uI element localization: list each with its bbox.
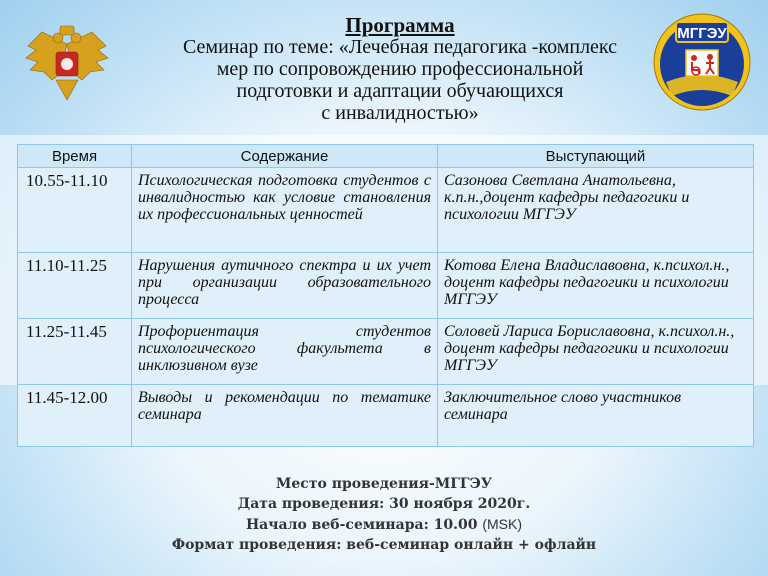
time-cell: 10.55-11.10 xyxy=(18,168,132,253)
table-row xyxy=(18,385,754,447)
program-heading xyxy=(150,14,650,124)
program-table xyxy=(17,144,754,447)
venue-text: Место проведения-МГГЭУ xyxy=(275,476,493,492)
start-time-text: Начало веб-семинара: 10.00 xyxy=(245,517,478,533)
column-header-speaker: Выступающий xyxy=(438,145,754,168)
time-cell: 11.10-11.25 xyxy=(18,253,132,319)
speaker-cell: Заключительное слово участников семинара xyxy=(438,385,754,447)
table-row xyxy=(18,319,754,385)
column-header-content: Содержание xyxy=(132,145,438,168)
university-logo xyxy=(652,12,752,112)
speaker-cell: Соловей Лариса Бориславовна, к.психол.н., доцент кафедры педагогики и психологии МГГЭУ xyxy=(438,319,754,385)
seminar-topic-line: подготовки и адаптации обучающихся xyxy=(236,80,564,102)
content-cell: Нарушения аутичного спектра и их учет при организации образовательного процесса xyxy=(132,253,438,319)
content-cell: Выводы и рекомендации по тематике семинара xyxy=(132,385,438,447)
date-text: Дата проведения: 30 ноября 2020г. xyxy=(237,496,531,512)
speaker-cell: Котова Елена Владиславовна, к.психол.н., доцент кафедры педагогики и психологии МГГЭУ xyxy=(438,253,754,319)
speaker-cell: Сазонова Светлана Анатольевна, к.п.н.,доцент кафедры педагогики и психологии МГГЭУ xyxy=(438,168,754,253)
logo-text: МГГЭУ xyxy=(677,25,727,42)
coat-of-arms-icon xyxy=(22,24,112,104)
start-time-line xyxy=(150,514,618,535)
seminar-topic-line: с инвалидностью» xyxy=(321,102,479,124)
program-title: Программа xyxy=(345,13,455,37)
timezone-text: (MSK) xyxy=(482,516,523,532)
time-cell: 11.25-11.45 xyxy=(18,319,132,385)
event-info xyxy=(150,474,618,555)
format-text: Формат проведения: веб-семинар онлайн + офлайн xyxy=(171,537,597,553)
content-cell: Профориентация студентов психологического факультета в инклюзивном вузе xyxy=(132,319,438,385)
column-header-time: Время xyxy=(18,145,132,168)
table-row xyxy=(18,253,754,319)
content-cell: Психологическая подготовка студентов с инвалидностью как условие становления их профессиональных ценностей xyxy=(132,168,438,253)
seminar-topic-line: мер по сопровождению профессиональной xyxy=(216,58,584,80)
seminar-topic-line: Семинар по теме: «Лечебная педагогика -комплекс xyxy=(182,36,618,58)
table-row xyxy=(18,168,754,253)
time-cell: 11.45-12.00 xyxy=(18,385,132,447)
table-header-row xyxy=(18,145,754,168)
